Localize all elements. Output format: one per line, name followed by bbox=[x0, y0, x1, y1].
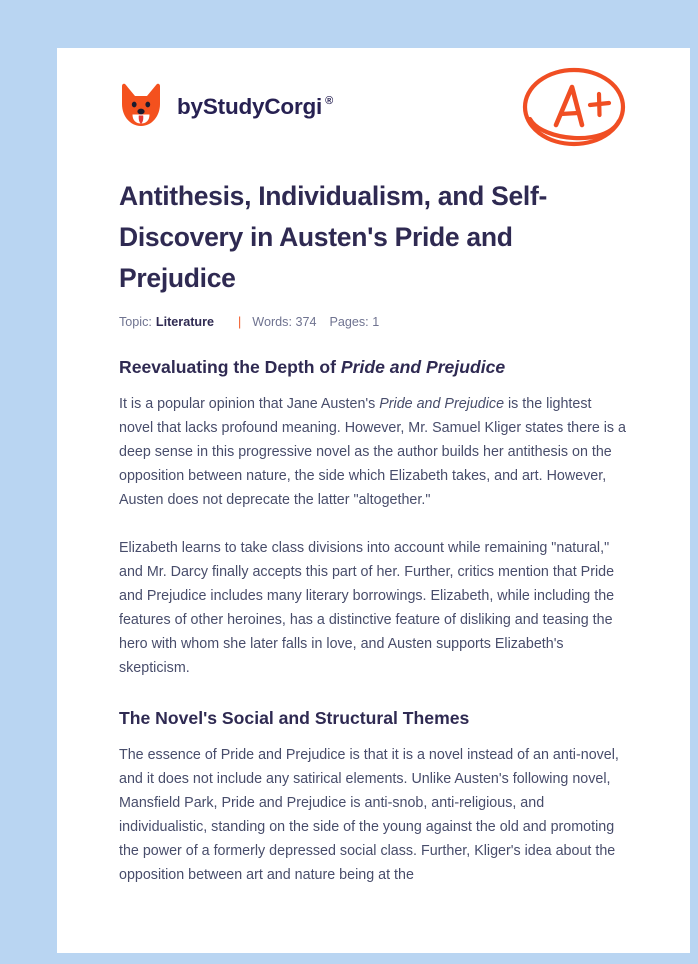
meta-words-label: Words: bbox=[252, 315, 292, 329]
brand-prefix: by bbox=[177, 94, 203, 119]
registered-trademark-icon: ® bbox=[325, 95, 334, 107]
meta-pages-label: Pages: bbox=[329, 315, 369, 329]
meta-words-value: 374 bbox=[295, 315, 317, 329]
page-title: Antithesis, Individualism, and Self-Discovery in Austen's Pride and Prejudice bbox=[119, 181, 547, 293]
corgi-dog-face-icon bbox=[119, 82, 163, 132]
meta-topic-label: Topic: bbox=[119, 315, 152, 329]
meta-topic bbox=[119, 315, 214, 329]
meta-words bbox=[252, 315, 316, 329]
brand-wordmark bbox=[177, 94, 333, 120]
paragraph-italic-title: Pride and Prejudice bbox=[379, 396, 505, 412]
section-heading bbox=[119, 706, 628, 730]
body-paragraph bbox=[119, 536, 628, 680]
paragraph-part-1: The essence of Pride and Prejudice is that it is a novel instead of an anti-novel, and it does not include any satirical elements. Unlike Austen's following novel, Mansfield Park, Pride and Prejudice is anti-snob, anti-religious, and individualistic, standing on the side of the young against the old and promoting the power of a formerly depressed social class. Further, Kliger's idea about the opposition between art and nature being at the bbox=[119, 747, 619, 883]
brand-logo[interactable] bbox=[119, 82, 333, 132]
paragraph-part-2: is the lightest novel that lacks profound meaning. However, Mr. Samuel Kliger states there is a deep sense in this progressive novel as the author builds her antithesis on the opposition between nature, the side which Elizabeth takes, and art. However, Austen does not deprecate the latter "altogether." bbox=[119, 396, 627, 508]
section-heading-plain: The Novel's Social and Structural Themes bbox=[119, 708, 470, 728]
section-heading bbox=[119, 355, 628, 379]
a-plus-circled-icon bbox=[520, 63, 628, 151]
document-header bbox=[119, 48, 628, 154]
document-meta bbox=[119, 315, 628, 329]
meta-pages-value: 1 bbox=[372, 315, 380, 329]
section-heading-plain: Reevaluating the Depth of bbox=[119, 357, 341, 377]
meta-topic-value[interactable]: Literature bbox=[155, 315, 214, 329]
paragraph-part-1: It is a popular opinion that Jane Austen's bbox=[119, 396, 380, 412]
meta-pages bbox=[329, 315, 379, 329]
meta-separator: | bbox=[238, 315, 242, 329]
section-heading-italic: Pride and Prejudice bbox=[340, 357, 506, 377]
document-sheet bbox=[57, 48, 690, 953]
brand-name: StudyCorgi bbox=[202, 94, 323, 119]
body-paragraph bbox=[119, 743, 628, 887]
body-paragraph bbox=[119, 392, 628, 512]
paragraph-part-1: Elizabeth learns to take class divisions into account while remaining "natural," and Mr. Darcy finally accepts this part of her. Further, critics mention that Pride and Prejudice includes many literary borrowings. Elizabeth, while including the features of other heroines, has a distinctive feature of disliking and teasing the hero with whom she later falls in love, and Austen supports Elizabeth's skepticism. bbox=[119, 540, 615, 676]
